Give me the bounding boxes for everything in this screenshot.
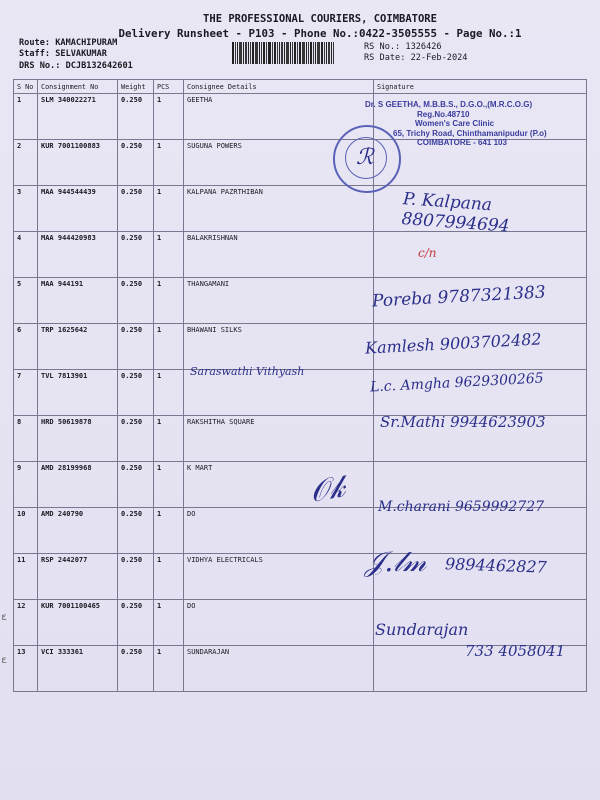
cell-pcs: 1 [154, 278, 184, 324]
cell-sno: 6 [14, 324, 38, 370]
cell-cons: KUR 7001100883 [38, 140, 118, 186]
signature-row6: Kamlesh 9003702482 [364, 329, 543, 358]
signature-scribble-11: 𝒥.𝓁𝓂 [365, 545, 427, 578]
cell-sno: 8 [14, 416, 38, 462]
cell-pcs: 1 [154, 646, 184, 692]
cell-consignee: DO [184, 508, 374, 554]
cell-weight: 0.250 [118, 278, 154, 324]
cell-consignee: SUGUNA POWERS [184, 140, 374, 186]
col-sno: S No [14, 80, 38, 94]
cell-cons: TVL 7813901 [38, 370, 118, 416]
col-weight: Weight [118, 80, 154, 94]
cell-weight: 0.250 [118, 324, 154, 370]
cell-pcs: 1 [154, 94, 184, 140]
cell-weight: 0.250 [118, 508, 154, 554]
company-title: THE PROFESSIONAL COURIERS, COIMBATORE [203, 13, 437, 25]
cell-pcs: 1 [154, 554, 184, 600]
cell-sno: 7 [14, 370, 38, 416]
margin-mark: ɛ [1, 655, 8, 666]
runsheet-subtitle: Delivery Runsheet - P103 - Phone No.:0422-3505555 - Page No.:1 [118, 27, 522, 40]
cell-consignee: RAKSHITHA SQUARE [184, 416, 374, 462]
cell-sno: 12 [14, 600, 38, 646]
cell-weight: 0.250 [118, 462, 154, 508]
cell-pcs: 1 [154, 416, 184, 462]
cell-pcs: 1 [154, 186, 184, 232]
cell-sno: 11 [14, 554, 38, 600]
table-row [14, 600, 587, 646]
cell-weight: 0.250 [118, 600, 154, 646]
col-consignment: Consignment No [38, 80, 118, 94]
cell-pcs: 1 [154, 140, 184, 186]
signature-row5: Poreba 9787321383 [371, 282, 547, 312]
cell-cons: MAA 944420983 [38, 232, 118, 278]
cell-cons: TRP 1625642 [38, 324, 118, 370]
col-pcs: PCS [154, 80, 184, 94]
cell-weight: 0.250 [118, 140, 154, 186]
signature-row7: L.c. Amgha 9629300265 [369, 370, 545, 396]
cell-cons: KUR 7001100465 [38, 600, 118, 646]
cell-sno: 4 [14, 232, 38, 278]
cell-pcs: 1 [154, 462, 184, 508]
cell-cons: SLM 340022271 [38, 94, 118, 140]
cell-sno: 1 [14, 94, 38, 140]
cell-weight: 0.250 [118, 186, 154, 232]
clinic-stamp: Dr. S GEETHA, M.B.B.S., D.G.O.,(M.R.C.O.G) Reg.No.48710 Women's Care Clinic 65, Trichy Road, Chinthamanipudur (P.o) COIMBATORE - 641 103 [365, 100, 547, 147]
signature-row11: 9894462827 [444, 554, 548, 577]
cell-sno: 10 [14, 508, 38, 554]
cell-consignee: BALAKRISHNAN [184, 232, 374, 278]
col-consignee: Consignee Details [184, 80, 374, 94]
cell-cons: VCI 333361 [38, 646, 118, 692]
cell-sno: 2 [14, 140, 38, 186]
barcode [232, 42, 357, 64]
signature-scribble-9: 𝒪𝓀 [307, 469, 348, 510]
cell-cons: MAA 944191 [38, 278, 118, 324]
signature-row2: ℛ [356, 145, 374, 170]
cell-pcs: 1 [154, 508, 184, 554]
cell-weight: 0.250 [118, 370, 154, 416]
cell-weight: 0.250 [118, 554, 154, 600]
cell-consignee: DO [184, 600, 374, 646]
signature-row13-name: Sundarajan [375, 620, 469, 639]
cell-pcs: 1 [154, 600, 184, 646]
rs-date: RS Date: 22-Feb-2024 [364, 53, 468, 63]
signature-row7-left: Saraswathi Vithyash [190, 365, 305, 378]
signature-row10: M.charani 9659992727 [378, 499, 545, 515]
signature-row3: P. Kalpana 8807994694 [400, 189, 511, 237]
cell-sno: 3 [14, 186, 38, 232]
cell-sno: 5 [14, 278, 38, 324]
cell-cons: HRD 50619878 [38, 416, 118, 462]
margin-mark: ɛ [1, 612, 8, 623]
cell-sno: 9 [14, 462, 38, 508]
cell-cons: RSP 2442077 [38, 554, 118, 600]
cell-consignee: KALPANA PAZRTHIBAN [184, 186, 374, 232]
cell-weight: 0.250 [118, 416, 154, 462]
cell-consignee: BHAWANI SILKS [184, 324, 374, 370]
signature-row13: 733 4058041 [465, 642, 566, 660]
cell-pcs: 1 [154, 232, 184, 278]
cell-consignee: VIDHYA ELECTRICALS [184, 554, 374, 600]
signature-row8: Sr.Mathi 9944623903 [380, 413, 546, 431]
cell-cons: MAA 944544439 [38, 186, 118, 232]
note-row4: c/n [418, 246, 437, 260]
cell-consignee: THANGAMANI [184, 278, 374, 324]
cell-cons: AMD 28199968 [38, 462, 118, 508]
table-header-row [14, 80, 587, 94]
cell-consignee: SUNDARAJAN [184, 646, 374, 692]
cell-sno: 13 [14, 646, 38, 692]
table-row [14, 232, 587, 278]
cell-weight: 0.250 [118, 94, 154, 140]
cell-weight: 0.250 [118, 232, 154, 278]
drs-number: DRS No.: DCJB132642601 [19, 61, 133, 71]
col-signature: Signature [374, 80, 587, 94]
cell-pcs: 1 [154, 324, 184, 370]
route-label: Route: KAMACHIPURAM [19, 38, 118, 48]
cell-pcs: 1 [154, 370, 184, 416]
cell-consignee: K MART [184, 462, 374, 508]
cell-consignee: GEETHA [184, 94, 374, 140]
rs-number: RS No.: 1326426 [364, 42, 442, 52]
cell-cons: AMD 240790 [38, 508, 118, 554]
cell-weight: 0.250 [118, 646, 154, 692]
staff-label: Staff: SELVAKUMAR [19, 49, 107, 59]
